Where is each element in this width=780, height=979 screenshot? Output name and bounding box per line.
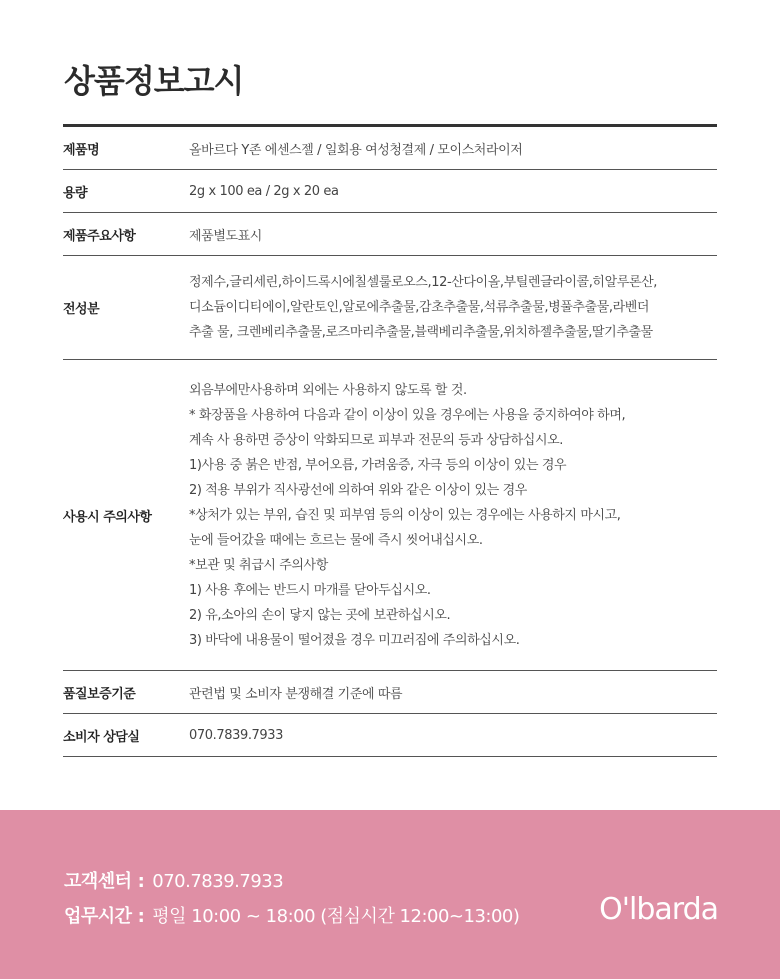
row-label: 용량 (63, 185, 88, 201)
row-value: 제품별도표시 (189, 228, 262, 244)
row-value: 070.7839.7933 (189, 727, 284, 743)
footer-hours (64, 902, 519, 928)
phone-value: 070.7839.7933 (152, 871, 284, 892)
table-row-volume (63, 170, 717, 213)
row-label: 사용시 주의사항 (63, 509, 152, 525)
hours-label: 업무시간 (64, 906, 132, 927)
footer (0, 810, 780, 979)
brand-logo: O'lbarda (599, 892, 718, 927)
table-row-quality (63, 671, 717, 714)
row-label: 품질보증기준 (63, 686, 136, 702)
table-row-ingredients (63, 256, 717, 360)
row-label: 소비자 상담실 (63, 729, 140, 745)
table-row-specs (63, 213, 717, 256)
hours-value: 평일 10:00 ~ 18:00 (점심시간 12:00~13:00) (152, 906, 520, 927)
row-label: 제품주요사항 (63, 228, 136, 244)
product-info-table (63, 124, 717, 757)
phone-label: 고객센터 (64, 871, 132, 892)
row-value: 2g x 100 ea / 2g x 20 ea (189, 183, 339, 199)
table-row-caution (63, 360, 717, 671)
separator: : (137, 906, 145, 927)
row-value: 올바르다 Y존 에센스젤 / 일회용 여성청결제 / 모이스처라이저 (189, 142, 523, 158)
separator: : (137, 871, 145, 892)
row-value: 정제수,글리세린,하이드록시에칠셀룰로오스,12-산다이올,부틸렌글라이콜,히알루론산, 디소듐이디티에이,알란토인,알로에추출물,감초추출물,석류추출물,병풀추출물,라벤더 추출 물, 크렌베리추출물,로즈마리추출물,블랙베리추출물,위치하젤추출물,딸기추출물 (189, 275, 657, 340)
table-row-contact (63, 714, 717, 757)
row-value: 외음부에만사용하며 외에는 사용하지 않도록 할 것. * 화장품을 사용하여 다음과 같이 이상이 있을 경우에는 사용을 중지하여야 하며, 계속 사 용하면 증상이 악화되므로 피부과 전문의 등과 상담하십시오. 1)사용 중 붉은 반점, 부어오름, 가려움증, 자극 등의 이상이 있는 경우 2) 적용 부위가 직사광선에 의하여 위와 같은 이상이 있는 경우 *상처가 있는 부위, 습진 및 피부염 등의 이상이 있는 경우에는 사용하지 마시고, 눈에 들어갔을 때에는 흐르는 물에 즉시 씻어내십시오. *보관 및 취급시 주의사항 1) 사용 후에는 반드시 마개를 닫아두십시오. 2) 유,소아의 손이 닿지 않는 곳에 보관하십시오. 3) 바닥에 내용물이 떨어졌을 경우 미끄러짐에 주의하십시오. (189, 382, 626, 648)
footer-phone (64, 867, 283, 893)
page-title: 상품정보고시 (64, 62, 244, 100)
table-row-product-name (63, 127, 717, 170)
row-label: 제품명 (63, 142, 100, 158)
row-value: 관련법 및 소비자 분쟁해결 기준에 따름 (189, 686, 403, 702)
row-label: 전성분 (63, 302, 100, 317)
